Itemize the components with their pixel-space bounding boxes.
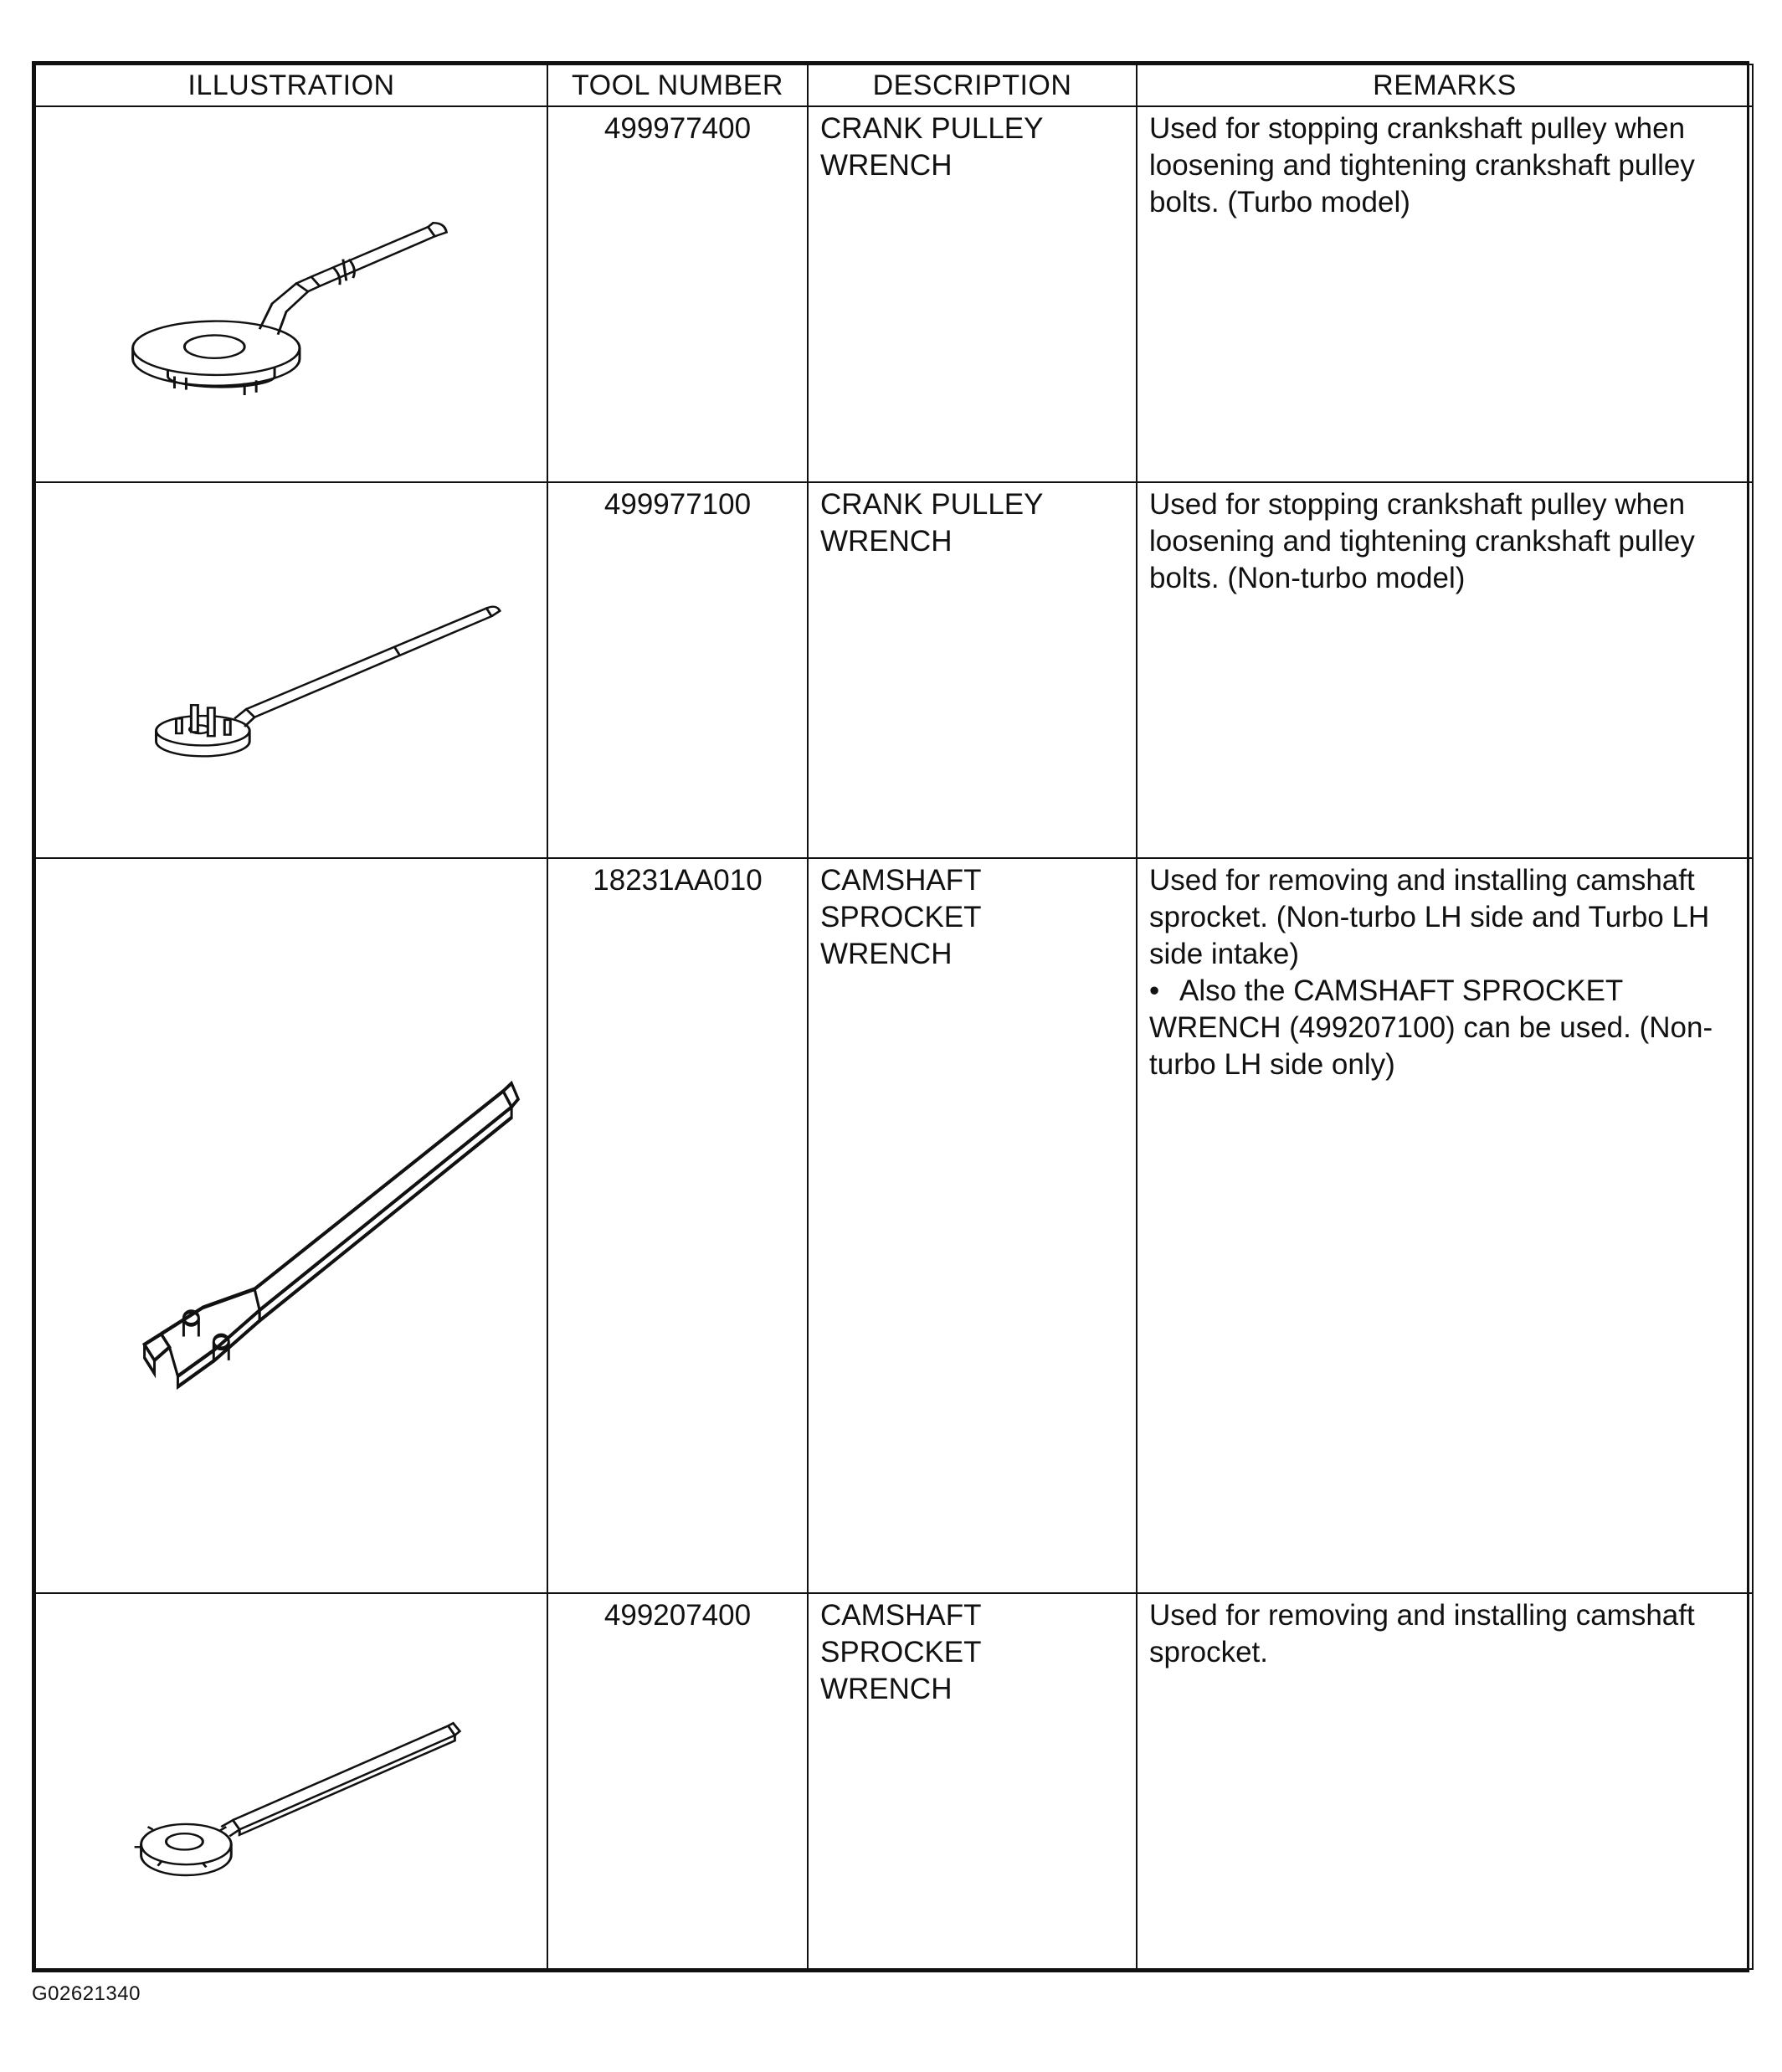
header-tool-number: TOOL NUMBER <box>547 64 808 106</box>
description-line: CAMSHAFT <box>820 863 982 897</box>
remarks-line: loosening and tightening crankshaft pulley <box>1149 524 1695 558</box>
description-cell <box>808 482 1137 858</box>
header-remarks: REMARKS <box>1137 64 1753 106</box>
remarks-cell <box>1137 858 1753 1593</box>
tool-number-cell: 499977400 <box>547 106 808 482</box>
remarks-bullet-text: Also the CAMSHAFT SPROCKET <box>1179 974 1624 1007</box>
description-cell <box>808 106 1137 482</box>
description-line: WRENCH <box>820 937 953 970</box>
description-line: WRENCH <box>820 1673 953 1706</box>
description-line: SPROCKET <box>820 900 982 933</box>
tool-number-cell: 499977100 <box>547 482 808 858</box>
table-row <box>35 106 1753 482</box>
remarks-line: Used for removing and installing camshaft <box>1149 1599 1695 1632</box>
description-line: CRANK PULLEY <box>820 487 1044 521</box>
remarks-bullet-line <box>1149 973 1740 1010</box>
remarks-line: side intake) <box>1149 937 1299 970</box>
remarks-cell <box>1137 482 1753 858</box>
camshaft-sprocket-wrench-pin-icon <box>36 859 547 1592</box>
description-cell <box>808 858 1137 1593</box>
header-description: DESCRIPTION <box>808 64 1137 106</box>
remarks-line: sprocket. (Non-turbo LH side and Turbo LH <box>1149 900 1710 933</box>
remarks-line: Used for stopping crankshaft pulley when <box>1149 112 1686 145</box>
tool-number-cell: 18231AA010 <box>547 858 808 1593</box>
tool-number-cell: 499207400 <box>547 1593 808 1969</box>
camshaft-sprocket-wrench-flat-icon <box>36 1594 547 1968</box>
remarks-line: bolts. (Non-turbo model) <box>1149 561 1466 594</box>
special-tools-table-frame <box>32 61 1749 1972</box>
description-line: WRENCH <box>820 149 953 182</box>
remarks-line: Used for stopping crankshaft pulley when <box>1149 487 1686 521</box>
table-row <box>35 858 1753 1593</box>
table-header-row <box>35 64 1753 106</box>
description-line: SPROCKET <box>820 1636 982 1669</box>
bullet-icon: • <box>1149 974 1160 1007</box>
description-line: CAMSHAFT <box>820 1599 982 1632</box>
remarks-cell <box>1137 106 1753 482</box>
table-row <box>35 1593 1753 1969</box>
illustration-cell <box>35 1593 547 1969</box>
crank-pulley-wrench-non-turbo-icon <box>36 483 547 857</box>
description-line: WRENCH <box>820 524 953 558</box>
remarks-line: bolts. (Turbo model) <box>1149 186 1410 219</box>
crank-pulley-wrench-turbo-icon <box>36 107 547 481</box>
illustration-cell <box>35 858 547 1593</box>
remarks-line: turbo LH side only) <box>1149 1047 1395 1081</box>
remarks-cell <box>1137 1593 1753 1969</box>
description-line: CRANK PULLEY <box>820 112 1044 145</box>
table-row <box>35 482 1753 858</box>
description-cell <box>808 1593 1137 1969</box>
remarks-line: loosening and tightening crankshaft pulley <box>1149 149 1695 182</box>
special-tools-table <box>34 64 1754 1970</box>
remarks-line: WRENCH (499207100) can be used. (Non- <box>1149 1010 1713 1044</box>
figure-code: G02621340 <box>32 1982 141 2005</box>
illustration-cell <box>35 482 547 858</box>
remarks-line: Used for removing and installing camshaft <box>1149 863 1695 897</box>
illustration-cell <box>35 106 547 482</box>
remarks-line: sprocket. <box>1149 1636 1268 1669</box>
header-illustration: ILLUSTRATION <box>35 64 547 106</box>
